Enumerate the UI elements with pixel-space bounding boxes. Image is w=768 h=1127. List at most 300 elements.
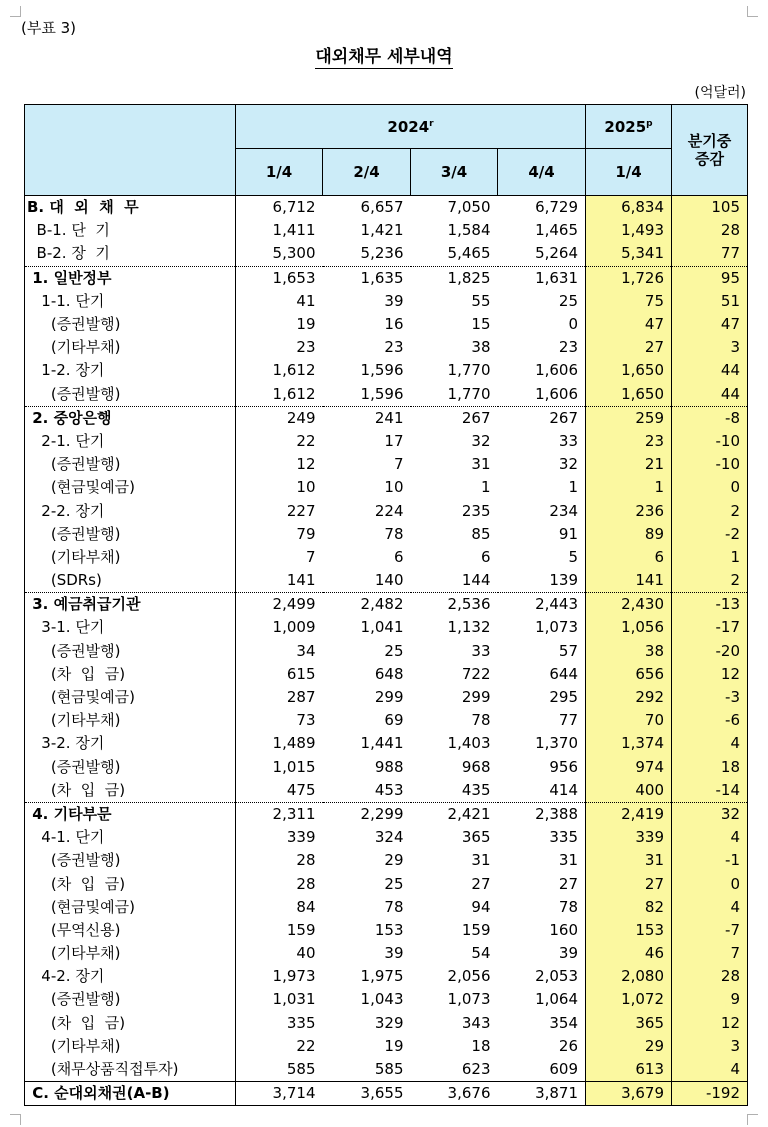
quarter-header: 2/4 <box>323 149 411 196</box>
value-cell: 22 <box>296 431 316 450</box>
value-cell: 400 <box>586 779 672 803</box>
row-label: (증권발행) <box>25 383 236 407</box>
value-cell: 956 <box>498 756 586 779</box>
change-cell: -13 <box>672 593 748 617</box>
row-label: (차 입 금) <box>25 779 236 803</box>
value-cell: 39 <box>384 944 404 963</box>
row-label: (증권발행) <box>25 523 236 546</box>
value-cell: 16 <box>384 315 404 334</box>
value-cell: 234 <box>498 499 586 522</box>
value-cell: 22 <box>296 1036 316 1055</box>
value-cell: 1,606 <box>498 383 586 407</box>
value-cell: 5,236 <box>360 244 404 263</box>
quarter-header: 4/4 <box>498 149 586 196</box>
value-cell: 3,676 <box>411 1082 498 1106</box>
change-cell: -192 <box>672 1082 748 1106</box>
change-cell: 4 <box>672 826 748 849</box>
value-cell: 1,650 <box>586 359 672 382</box>
value-cell: 27 <box>586 872 672 895</box>
row-label: (채무상품직접투자) <box>25 1058 236 1082</box>
value-cell: 33 <box>471 641 491 660</box>
table-row <box>25 1012 748 1035</box>
value-cell: 39 <box>498 942 586 965</box>
value-cell: 339 <box>286 828 316 847</box>
change-cell: 9 <box>672 988 748 1011</box>
value-cell: 77 <box>498 709 586 732</box>
value-cell: 34 <box>296 641 316 660</box>
value-cell: 1 <box>480 478 491 497</box>
table-row <box>25 709 748 732</box>
table-row <box>25 942 748 965</box>
change-cell: 32 <box>672 802 748 826</box>
value-cell: 339 <box>586 826 672 849</box>
change-cell: 12 <box>672 1012 748 1035</box>
table-row <box>25 826 748 849</box>
value-cell: 144 <box>461 571 491 590</box>
value-cell: 70 <box>586 709 672 732</box>
value-cell: 1,653 <box>236 266 323 290</box>
value-cell: 79 <box>296 524 316 543</box>
value-cell: 84 <box>296 897 316 916</box>
value-cell: 585 <box>374 1060 404 1079</box>
change-cell: 18 <box>672 756 748 779</box>
value-cell: 241 <box>323 406 411 430</box>
row-label: 3. 예금취급기관 <box>25 593 236 617</box>
value-cell: 25 <box>384 874 404 893</box>
value-cell: 26 <box>498 1035 586 1058</box>
table-row <box>25 290 748 313</box>
table-row <box>25 569 748 593</box>
row-label: (기타부채) <box>25 546 236 569</box>
change-cell: -10 <box>672 453 748 476</box>
change-cell: 95 <box>672 266 748 290</box>
change-cell: -1 <box>672 849 748 872</box>
change-cell: 2 <box>672 499 748 522</box>
value-cell: 1,370 <box>498 732 586 755</box>
value-cell: 25 <box>498 290 586 313</box>
change-cell: 0 <box>672 872 748 895</box>
value-cell: 354 <box>498 1012 586 1035</box>
change-cell: 3 <box>672 336 748 359</box>
change-cell: 51 <box>672 290 748 313</box>
value-cell: 227 <box>286 501 316 520</box>
change-cell: 7 <box>672 942 748 965</box>
value-cell: 613 <box>586 1058 672 1082</box>
appendix-label: (부표 3) <box>21 19 76 37</box>
row-label: (현금및예금) <box>25 476 236 499</box>
value-cell: 3,871 <box>498 1082 586 1106</box>
table-row <box>25 196 748 220</box>
value-cell: 299 <box>461 688 491 707</box>
value-cell: 78 <box>384 524 404 543</box>
value-cell: 1,612 <box>272 384 316 403</box>
change-cell: 0 <box>672 476 748 499</box>
value-cell: 31 <box>471 455 491 474</box>
row-label: (기타부채) <box>25 942 236 965</box>
change-cell: 4 <box>672 732 748 755</box>
year-2025-header: 2025$^p$ <box>586 105 672 149</box>
value-cell: 139 <box>498 569 586 593</box>
page-corner-mark <box>10 6 21 17</box>
table-row <box>25 1058 748 1082</box>
table-row <box>25 406 748 430</box>
change-cell: -20 <box>672 640 748 663</box>
value-cell: 153 <box>374 920 404 939</box>
label-header <box>25 105 236 196</box>
value-cell: 249 <box>236 406 323 430</box>
row-label: (현금및예금) <box>25 686 236 709</box>
value-cell: 15 <box>471 315 491 334</box>
row-label: 4-2. 장기 <box>25 965 236 988</box>
row-label: 4. 기타부문 <box>25 802 236 826</box>
value-cell: 159 <box>461 920 491 939</box>
quarter-header: 3/4 <box>411 149 498 196</box>
value-cell: 2,430 <box>586 593 672 617</box>
change-cell: 28 <box>672 219 748 242</box>
value-cell: 31 <box>471 851 491 870</box>
table-row <box>25 872 748 895</box>
row-label: B-2. 장 기 <box>25 242 236 266</box>
value-cell: 1,041 <box>360 618 404 637</box>
value-cell: 1,770 <box>447 384 491 403</box>
value-cell: 365 <box>586 1012 672 1035</box>
value-cell: 1,650 <box>586 383 672 407</box>
value-cell: 2,311 <box>236 802 323 826</box>
row-label: (차 입 금) <box>25 872 236 895</box>
value-cell: 28 <box>296 874 316 893</box>
table-row <box>25 359 748 382</box>
value-cell: 0 <box>498 313 586 336</box>
value-cell: 722 <box>461 664 491 683</box>
value-cell: 1,975 <box>360 967 404 986</box>
value-cell: 75 <box>586 290 672 313</box>
value-cell: 23 <box>586 430 672 453</box>
value-cell: 1,493 <box>586 219 672 242</box>
change-cell: 1 <box>672 546 748 569</box>
row-label: (증권발행) <box>25 849 236 872</box>
row-label: (SDRs) <box>25 569 236 593</box>
table-row <box>25 965 748 988</box>
value-cell: 2,299 <box>323 802 411 826</box>
value-cell: 159 <box>286 920 316 939</box>
change-cell: -6 <box>672 709 748 732</box>
value-cell: 2,536 <box>411 593 498 617</box>
value-cell: 1 <box>586 476 672 499</box>
value-cell: 267 <box>498 406 586 430</box>
value-cell: 23 <box>498 336 586 359</box>
change-cell: 4 <box>672 1058 748 1082</box>
value-cell: 1,465 <box>498 219 586 242</box>
value-cell: 3,655 <box>323 1082 411 1106</box>
value-cell: 28 <box>296 851 316 870</box>
value-cell: 89 <box>586 523 672 546</box>
table-row <box>25 896 748 919</box>
change-cell: 44 <box>672 383 748 407</box>
row-label: (현금및예금) <box>25 896 236 919</box>
change-cell: -14 <box>672 779 748 803</box>
value-cell: 6,657 <box>323 196 411 220</box>
value-cell: 32 <box>471 431 491 450</box>
table-row <box>25 453 748 476</box>
table-row <box>25 686 748 709</box>
value-cell: 17 <box>384 431 404 450</box>
value-cell: 29 <box>586 1035 672 1058</box>
value-cell: 1,421 <box>360 221 404 240</box>
table-row <box>25 546 748 569</box>
row-label: B. 대 외 채 무 <box>25 196 236 220</box>
value-cell: 453 <box>374 780 404 799</box>
value-cell: 259 <box>586 406 672 430</box>
value-cell: 1,031 <box>272 990 316 1009</box>
value-cell: 585 <box>286 1060 316 1079</box>
value-cell: 25 <box>384 641 404 660</box>
value-cell: 2,388 <box>498 802 586 826</box>
change-cell: 28 <box>672 965 748 988</box>
value-cell: 335 <box>286 1013 316 1032</box>
value-cell: 235 <box>461 501 491 520</box>
value-cell: 5,264 <box>498 242 586 266</box>
row-label: (증권발행) <box>25 988 236 1011</box>
value-cell: 10 <box>296 478 316 497</box>
value-cell: 141 <box>586 569 672 593</box>
value-cell: 31 <box>586 849 672 872</box>
table-row <box>25 988 748 1011</box>
row-label: C. 순대외채권(A-B) <box>25 1082 236 1106</box>
value-cell: 5,300 <box>272 244 316 263</box>
table-row <box>25 242 748 266</box>
value-cell: 40 <box>296 944 316 963</box>
value-cell: 6,712 <box>236 196 323 220</box>
value-cell: 78 <box>384 897 404 916</box>
value-cell: 23 <box>384 338 404 357</box>
value-cell: 1,973 <box>272 967 316 986</box>
value-cell: 6,729 <box>498 196 586 220</box>
value-cell: 968 <box>461 757 491 776</box>
value-cell: 78 <box>498 896 586 919</box>
value-cell: 974 <box>586 756 672 779</box>
row-label: 3-1. 단기 <box>25 616 236 639</box>
value-cell: 2,421 <box>411 802 498 826</box>
row-label: 4-1. 단기 <box>25 826 236 849</box>
table-row <box>25 732 748 755</box>
value-cell: 1,403 <box>447 734 491 753</box>
value-cell: 1,631 <box>498 266 586 290</box>
row-label: 1-2. 장기 <box>25 359 236 382</box>
value-cell: 3,714 <box>236 1082 323 1106</box>
table-body <box>25 196 748 1106</box>
value-cell: 267 <box>411 406 498 430</box>
value-cell: 3,679 <box>586 1082 672 1106</box>
value-cell: 47 <box>586 313 672 336</box>
value-cell: 1,441 <box>360 734 404 753</box>
value-cell: 38 <box>471 338 491 357</box>
table-row <box>25 266 748 290</box>
value-cell: 2,053 <box>498 965 586 988</box>
value-cell: 1,043 <box>360 990 404 1009</box>
value-cell: 1,635 <box>323 266 411 290</box>
table-row <box>25 756 748 779</box>
row-label: 2-2. 장기 <box>25 499 236 522</box>
value-cell: 160 <box>498 919 586 942</box>
table-row <box>25 219 748 242</box>
value-cell: 435 <box>461 780 491 799</box>
value-cell: 1,825 <box>411 266 498 290</box>
value-cell: 55 <box>471 291 491 310</box>
value-cell: 31 <box>498 849 586 872</box>
change-cell: 12 <box>672 663 748 686</box>
value-cell: 1,056 <box>586 616 672 639</box>
row-label: B-1. 단 기 <box>25 219 236 242</box>
value-cell: 19 <box>296 315 316 334</box>
value-cell: 21 <box>586 453 672 476</box>
value-cell: 1,596 <box>360 361 404 380</box>
change-cell: 4 <box>672 896 748 919</box>
row-label: (기타부채) <box>25 336 236 359</box>
value-cell: 2,443 <box>498 593 586 617</box>
value-cell: 365 <box>461 828 491 847</box>
row-label: (기타부채) <box>25 709 236 732</box>
change-cell: -2 <box>672 523 748 546</box>
value-cell: 656 <box>586 663 672 686</box>
value-cell: 2,080 <box>586 965 672 988</box>
value-cell: 6,834 <box>586 196 672 220</box>
title-text: 대외채무 세부내역 <box>315 47 453 67</box>
value-cell: 1,072 <box>586 988 672 1011</box>
external-debt-table <box>24 104 748 1106</box>
value-cell: 38 <box>586 640 672 663</box>
value-cell: 299 <box>374 688 404 707</box>
value-cell: 648 <box>374 664 404 683</box>
change-cell: -8 <box>672 406 748 430</box>
value-cell: 1,606 <box>498 359 586 382</box>
table-row <box>25 616 748 639</box>
value-cell: 1,411 <box>272 221 316 240</box>
value-cell: 295 <box>498 686 586 709</box>
value-cell: 27 <box>498 872 586 895</box>
row-label: 1. 일반정부 <box>25 266 236 290</box>
value-cell: 7,050 <box>411 196 498 220</box>
value-cell: 988 <box>374 757 404 776</box>
value-cell: 18 <box>471 1036 491 1055</box>
value-cell: 94 <box>471 897 491 916</box>
table-row <box>25 663 748 686</box>
value-cell: 27 <box>586 336 672 359</box>
value-cell: 475 <box>286 780 316 799</box>
change-cell: -10 <box>672 430 748 453</box>
value-cell: 292 <box>586 686 672 709</box>
table-row <box>25 849 748 872</box>
value-cell: 1,073 <box>447 990 491 1009</box>
value-cell: 224 <box>374 501 404 520</box>
table-row <box>25 499 748 522</box>
change-cell: 77 <box>672 242 748 266</box>
table-row <box>25 779 748 803</box>
value-cell: 1,726 <box>586 266 672 290</box>
change-cell: -3 <box>672 686 748 709</box>
change-cell: 3 <box>672 1035 748 1058</box>
value-cell: 343 <box>461 1013 491 1032</box>
value-cell: 1,770 <box>447 361 491 380</box>
year-2024-header: 2024$^r$ <box>236 105 586 149</box>
value-cell: 33 <box>498 430 586 453</box>
change-cell: -7 <box>672 919 748 942</box>
table-row <box>25 313 748 336</box>
change-cell: 47 <box>672 313 748 336</box>
table-row <box>25 802 748 826</box>
table-row <box>25 430 748 453</box>
value-cell: 78 <box>471 711 491 730</box>
value-cell: 140 <box>374 571 404 590</box>
page-corner-mark <box>10 1114 21 1125</box>
value-cell: 1,612 <box>272 361 316 380</box>
table-row <box>25 919 748 942</box>
table-row <box>25 640 748 663</box>
table-row <box>25 593 748 617</box>
table-row <box>25 1035 748 1058</box>
value-cell: 91 <box>498 523 586 546</box>
value-cell: 54 <box>471 944 491 963</box>
change-header: 분기중 증감 <box>672 105 748 196</box>
value-cell: 41 <box>296 291 316 310</box>
value-cell: 23 <box>296 338 316 357</box>
change-cell: 44 <box>672 359 748 382</box>
value-cell: 1,374 <box>586 732 672 755</box>
value-cell: 324 <box>374 828 404 847</box>
table-row <box>25 1082 748 1106</box>
value-cell: 27 <box>471 874 491 893</box>
value-cell: 12 <box>296 455 316 474</box>
value-cell: 6 <box>393 547 404 566</box>
value-cell: 1,015 <box>272 757 316 776</box>
value-cell: 10 <box>384 478 404 497</box>
row-label: 2. 중앙은행 <box>25 406 236 430</box>
change-cell: 2 <box>672 569 748 593</box>
value-cell: 1,489 <box>272 734 316 753</box>
value-cell: 1,009 <box>272 618 316 637</box>
value-cell: 39 <box>384 291 404 310</box>
value-cell: 6 <box>480 547 491 566</box>
value-cell: 1,596 <box>360 384 404 403</box>
value-cell: 2,499 <box>236 593 323 617</box>
value-cell: 1,584 <box>447 221 491 240</box>
row-label: (증권발행) <box>25 453 236 476</box>
quarter-header: 1/4 <box>236 149 323 196</box>
value-cell: 29 <box>384 851 404 870</box>
value-cell: 153 <box>586 919 672 942</box>
row-label: (증권발행) <box>25 313 236 336</box>
value-cell: 644 <box>498 663 586 686</box>
value-cell: 85 <box>471 524 491 543</box>
value-cell: 5,341 <box>586 242 672 266</box>
value-cell: 69 <box>384 711 404 730</box>
value-cell: 32 <box>498 453 586 476</box>
value-cell: 82 <box>586 896 672 919</box>
table-row <box>25 336 748 359</box>
value-cell: 329 <box>374 1013 404 1032</box>
value-cell: 141 <box>286 571 316 590</box>
value-cell: 2,056 <box>447 967 491 986</box>
value-cell: 1,132 <box>447 618 491 637</box>
value-cell: 6 <box>586 546 672 569</box>
value-cell: 287 <box>286 688 316 707</box>
row-label: (무역신용) <box>25 919 236 942</box>
value-cell: 414 <box>498 779 586 803</box>
value-cell: 5 <box>498 546 586 569</box>
value-cell: 1 <box>498 476 586 499</box>
row-label: 1-1. 단기 <box>25 290 236 313</box>
value-cell: 236 <box>586 499 672 522</box>
row-label: 2-1. 단기 <box>25 430 236 453</box>
